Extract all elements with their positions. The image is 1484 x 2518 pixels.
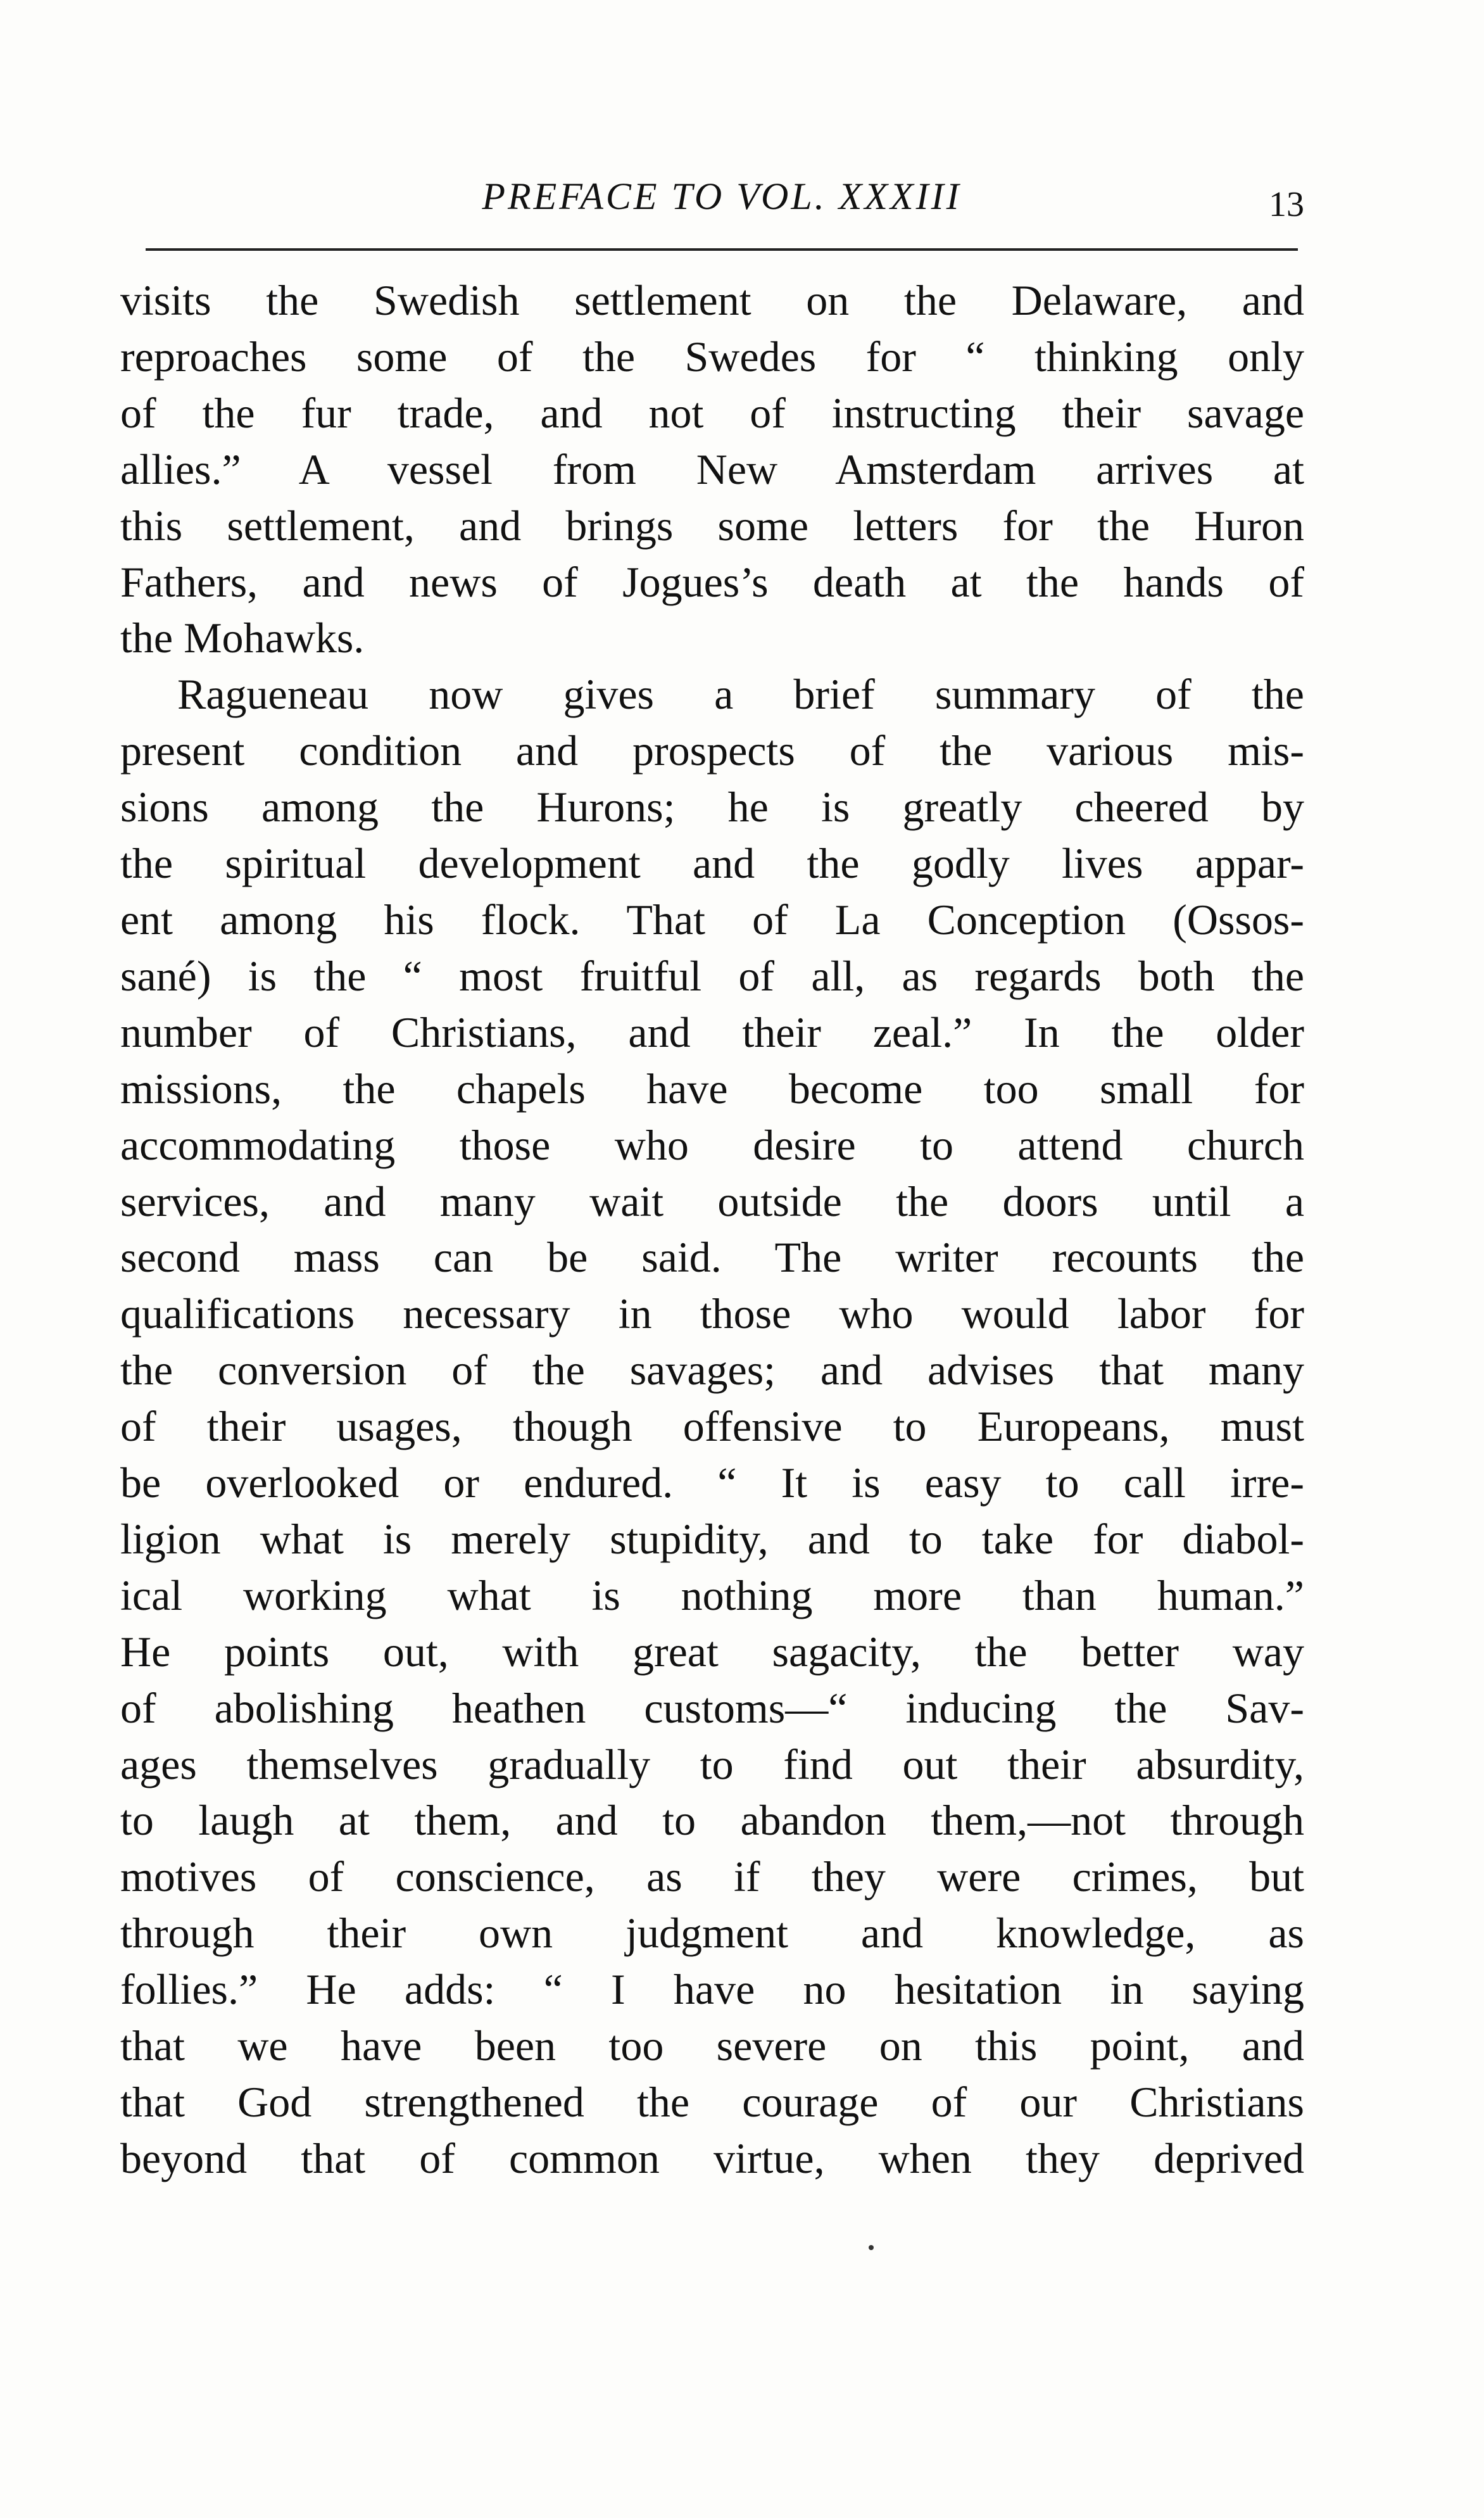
text-line: present condition and prospects of the various mis-	[120, 726, 1304, 775]
text-line: follies.” He adds: “ I have no hesitation in saying	[120, 1965, 1304, 2014]
text-line: ages themselves gradually to find out their absurdity,	[120, 1740, 1304, 1788]
text-line: Ragueneau now gives a brief summary of the	[177, 670, 1304, 719]
text-line: through their own judgment and knowledge, as	[120, 1909, 1304, 1958]
header-rule	[146, 248, 1298, 251]
stray-ink-dot	[869, 2245, 874, 2250]
text-line: sions among the Hurons; he is greatly cheered by	[120, 783, 1304, 832]
text-line: He points out, with great sagacity, the better way	[120, 1627, 1304, 1676]
text-line: number of Christians, and their zeal.” In the older	[120, 1008, 1304, 1056]
running-title: PREFACE TO VOL. XXXIII	[482, 175, 962, 217]
text-line: of their usages, though offensive to Europeans, must	[120, 1402, 1304, 1451]
page-number: 13	[1269, 185, 1304, 224]
text-line: motives of conscience, as if they were crimes, but	[120, 1852, 1304, 1901]
text-line: Fathers, and news of Jogues’s death at the hands of	[120, 557, 1304, 606]
text-line: this settlement, and brings some letters for the Huron	[120, 501, 1304, 550]
text-line: ligion what is merely stupidity, and to take for diabol-	[120, 1514, 1304, 1563]
text-line: the conversion of the savages; and advises that many	[120, 1346, 1304, 1395]
text-line: accommodating those who desire to attend church	[120, 1120, 1304, 1169]
text-line: the Mohawks.	[120, 614, 365, 662]
text-line: be overlooked or endured. “ It is easy to call irre-	[120, 1458, 1304, 1507]
text-line: reproaches some of the Swedes for “ thinking only	[120, 332, 1304, 381]
text-line: allies.” A vessel from New Amsterdam arrives at	[120, 445, 1304, 493]
running-head	[146, 171, 1304, 247]
text-line: of the fur trade, and not of instructing their savage	[120, 388, 1304, 437]
text-line: visits the Swedish settlement on the Delaware, and	[120, 276, 1304, 324]
text-line: missions, the chapels have become too small for	[120, 1064, 1304, 1113]
text-line: to laugh at them, and to abandon them,—not through	[120, 1796, 1304, 1845]
text-line: the spiritual development and the godly lives appar-	[120, 839, 1304, 888]
text-line: ent among his flock. That of La Conception (Ossos-	[120, 895, 1304, 944]
text-line: of abolishing heathen customs—“ inducing the Sav-	[120, 1683, 1304, 1732]
text-line: ical working what is nothing more than human.”	[120, 1571, 1304, 1619]
text-line: second mass can be said. The writer recounts the	[120, 1233, 1304, 1282]
text-line: that God strengthened the courage of our Christians	[120, 2078, 1304, 2126]
text-line: services, and many wait outside the doors until a	[120, 1177, 1304, 1225]
text-line: beyond that of common virtue, when they deprived	[120, 2134, 1304, 2182]
text-line: qualifications necessary in those who would labor for	[120, 1289, 1304, 1338]
body-text	[120, 272, 1304, 2187]
text-line: sané) is the “ most fruitful of all, as regards both the	[120, 951, 1304, 1000]
text-line: that we have been too severe on this point, and	[120, 2021, 1304, 2070]
